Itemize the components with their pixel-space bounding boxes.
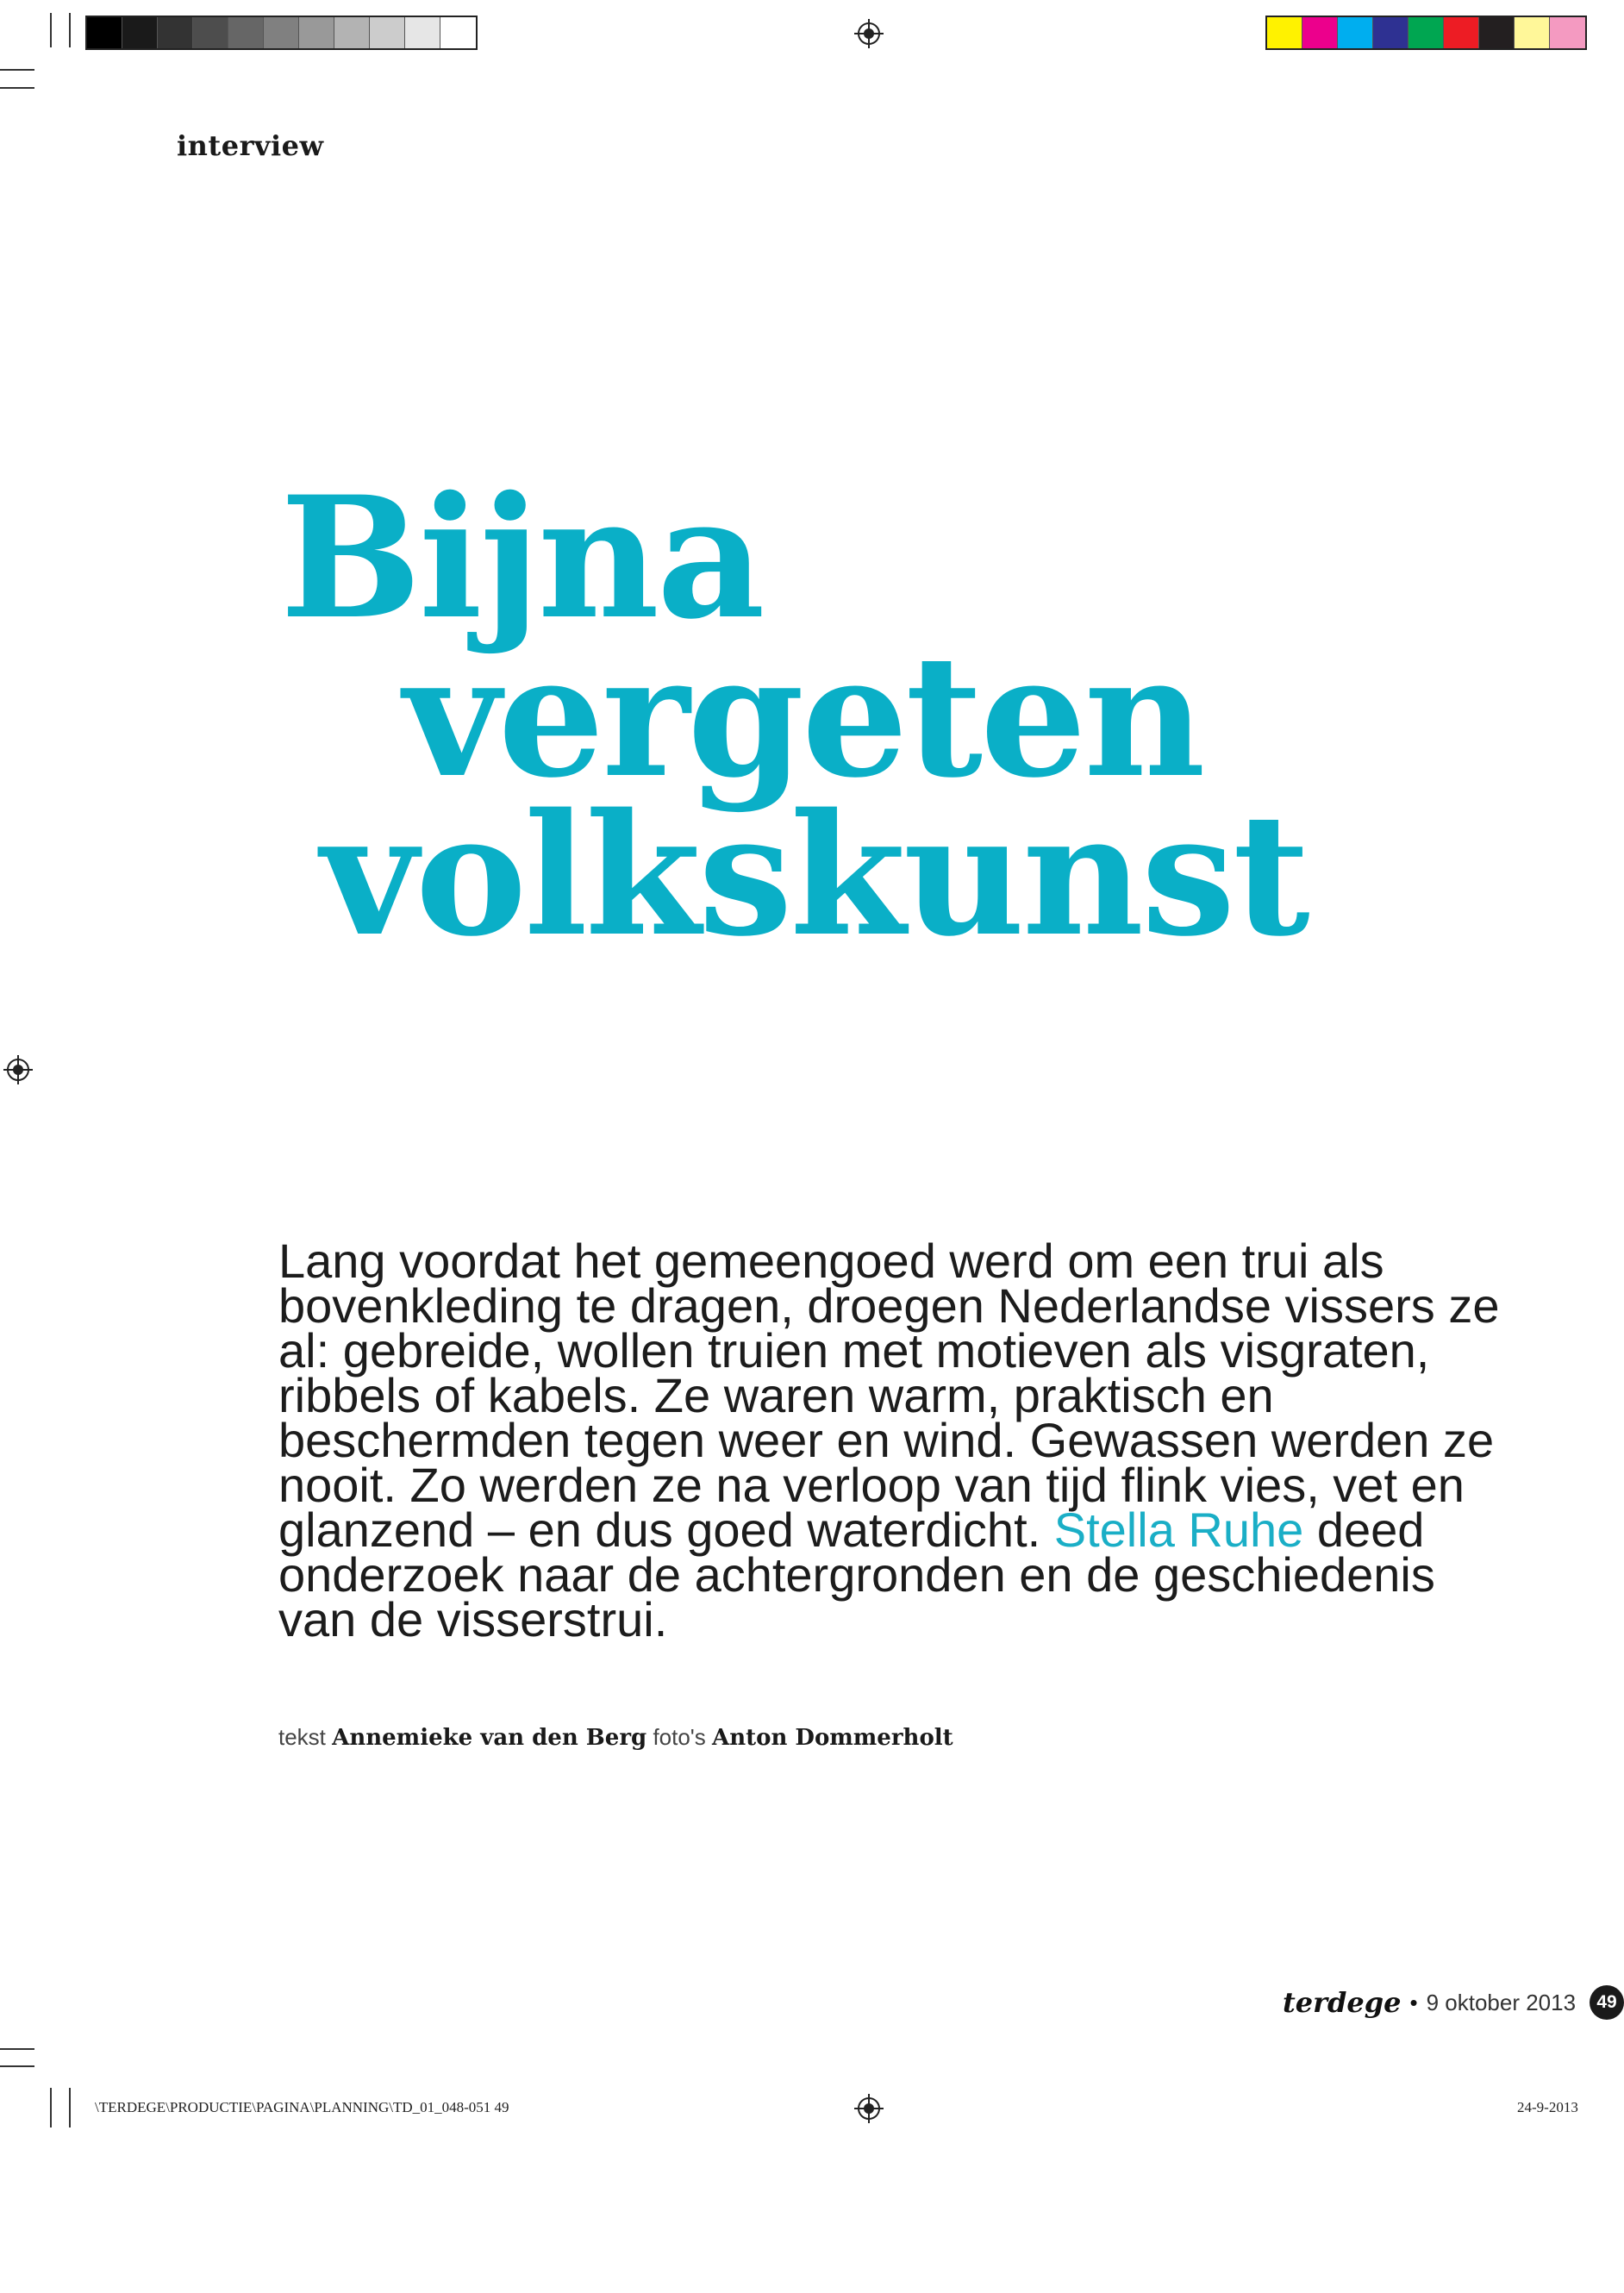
byline-photo-label: foto's — [653, 1724, 706, 1750]
intro-text: Lang voordat het gemeengoed werd om een trui als bovenkleding te dragen, droegen Nederlandse vissers ze al: gebreide, wollen truien met motieven als visgraten, ribbels of kabels. Ze waren warm, praktisch en beschermden tegen weer en wind. Gewassen werden ze nooit. Zo werden ze na verloop van tijd flink vies, vet en glanzend – en dus goed waterdicht. — [278, 1234, 1500, 1557]
print-slug-date: 24-9-2013 — [1517, 2099, 1578, 2115]
issue-date: 9 oktober 2013 — [1426, 1989, 1577, 2015]
gray-swatch — [87, 17, 122, 48]
color-swatch — [1267, 17, 1302, 48]
byline — [278, 1724, 953, 1751]
page-number-badge: 49 — [1590, 1985, 1624, 2020]
byline-text-label: tekst — [278, 1724, 326, 1750]
gray-swatch — [158, 17, 193, 48]
crop-mark — [0, 2065, 34, 2067]
gray-swatch — [228, 17, 264, 48]
color-swatch — [1409, 17, 1444, 48]
subject-name: Stella Ruhe — [1053, 1503, 1304, 1557]
gray-swatch — [334, 17, 370, 48]
color-swatch — [1373, 17, 1409, 48]
gray-swatch — [193, 17, 228, 48]
intro-text: deed onderzoek naar de achtergronden en de geschiedenis van de visserstrui. — [278, 1503, 1435, 1646]
color-swatch — [1444, 17, 1479, 48]
magazine-logo: terdege — [1283, 1986, 1402, 2019]
byline-photographer: Anton Dommerholt — [712, 1725, 953, 1751]
article-title-line-2: vergeten — [403, 618, 1203, 815]
color-swatch — [1515, 17, 1550, 48]
crop-mark — [50, 13, 52, 47]
registration-mark-icon — [3, 1055, 33, 1084]
gray-swatch — [299, 17, 334, 48]
registration-mark-icon — [854, 19, 884, 48]
gray-swatch — [264, 17, 299, 48]
crop-mark — [50, 2088, 52, 2127]
section-label: interview — [177, 129, 324, 162]
footer-separator: • — [1409, 1989, 1418, 2015]
crop-mark — [0, 69, 34, 71]
color-calibration-bar — [1265, 16, 1587, 50]
gray-swatch — [405, 17, 440, 48]
byline-author: Annemieke van den Berg — [332, 1725, 647, 1751]
gray-swatch — [440, 17, 476, 48]
article-title-line-1: Bijna — [280, 459, 763, 656]
crop-mark — [0, 87, 34, 89]
crop-mark — [69, 13, 71, 47]
color-swatch — [1302, 17, 1338, 48]
page-footer — [1283, 1983, 1624, 2022]
registration-mark-icon — [854, 2094, 884, 2123]
crop-mark — [0, 2048, 34, 2050]
gray-swatch — [122, 17, 158, 48]
intro-paragraph — [278, 1234, 1502, 1646]
color-swatch — [1550, 17, 1585, 48]
color-swatch — [1338, 17, 1373, 48]
print-slug-path: \TERDEGE\PRODUCTIE\PAGINA\PLANNING\TD_01_048-051 49 — [95, 2099, 509, 2115]
grayscale-calibration-bar — [85, 16, 478, 50]
article-title-line-3: volkskunst — [321, 777, 1308, 973]
crop-mark — [69, 2088, 71, 2127]
gray-swatch — [370, 17, 405, 48]
color-swatch — [1479, 17, 1515, 48]
